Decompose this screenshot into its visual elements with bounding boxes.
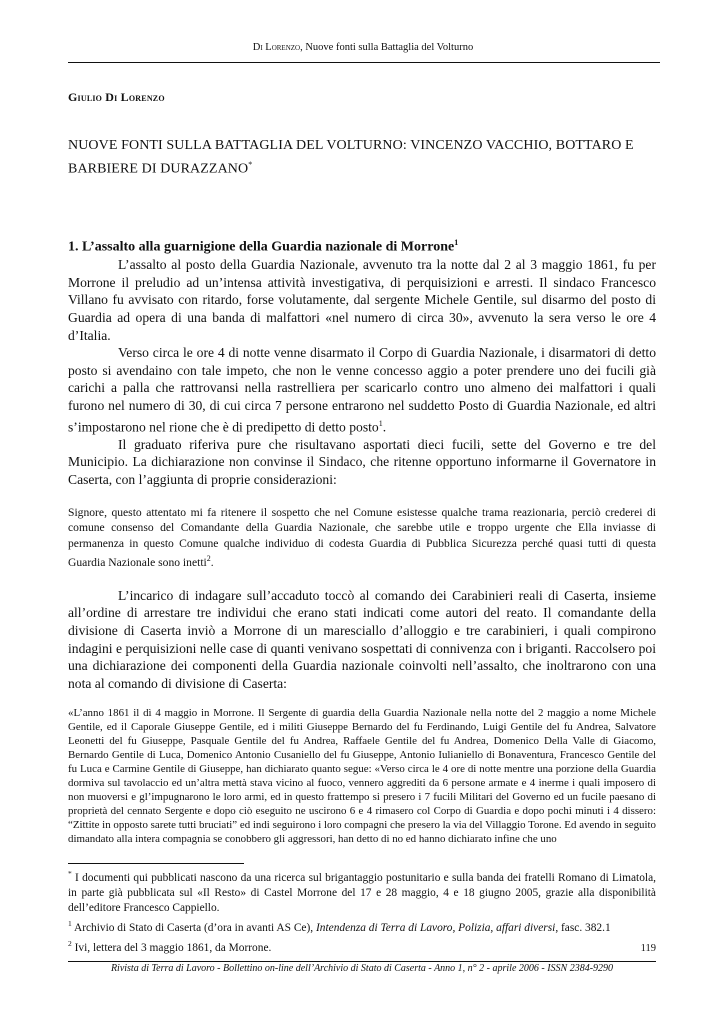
- footer-rule: [68, 961, 656, 962]
- section-heading-note: 1: [454, 238, 459, 247]
- block-quote-2-text: «L’anno 1861 il dì 4 maggio in Morrone. Il Sergente di guardia della Guardia Nazionale nella notte del 2 maggio a nome Michele Gentile, ed il Caporale Giuseppe Gentile, ed i militi Giuseppe Bernardo del fu Ferdinando, Luigi Gentile del fu Andrea, Salvatore Leonetti del fu Giuseppe, Pasquale Gentile del fu Andrea, Raffaele Gentile del fu Andrea, Domenico Della Valle di Giacomo, Bernardo Gentile di Luca, Domenico Antonio Cusaniello del fu Giuseppe, Antonio Iulianiello di Bonaventura, Francesco Gentile del fu Luca e Carmine Gentile di Giuseppe, han dichiarato quanto segue: «Verso circa le 4 ore di notte mentre una porzione della Guardia dormiva sul tavolaccio ed un’altra mettà stava vicino al fuoco, vennero aggrediti da 6 persone armate e 4 inerme i quali imposero di non muoversi e gl’impugnarono le loro armi, ed in questo frattempo si presero i 7 fucili Militari del Governo ed un fucile paesano di proprietà del cennato Sergente e dopo ciò eseguito ne uscirono 6 e 4 rimasero col Corpo di Guardia e dopo pochi minuti i 4 dissero: “Zittite in opposto sarete tutti bruciati” ed indi seguirono i loro compagni che presero la via del Villaggio Torone. Ed avendo in seguito dimandato alla intera compagnia se conobbero gli aggressori, han detto di no ed hanno dichiarato infine che uno: [68, 707, 656, 846]
- footnote-star-mark: *: [68, 869, 72, 878]
- page-number: 119: [640, 943, 656, 954]
- footnote-2: [68, 936, 656, 956]
- footnote-star-text: I documenti qui pubblicati nascono da una ricerca sul brigantaggio postunitario e sulla banda dei fratelli Romano di Limatola, in parte già pubblicata sul «Il Resto» di Castel Morrone del 17 e 28 maggio, 4 e 18 giugno 2005, grazie alla disponibilità dell’editore Francesco Cappiello.: [68, 871, 656, 914]
- footnote-1-italic: Intendenza di Terra di Lavoro, Polizia, affari diversi: [315, 921, 556, 934]
- footnote-star: [68, 866, 656, 916]
- header-rule: [68, 62, 660, 63]
- article-title: [68, 136, 660, 179]
- footnote-1-mark: 1: [68, 918, 72, 928]
- author-name: Giulio Di Lorenzo: [68, 90, 165, 104]
- block-quote-1-end: .: [210, 556, 214, 570]
- block-quote-1: [68, 505, 656, 571]
- paragraph-2: [68, 344, 656, 436]
- block-quote-1-body: Signore, questo attentato mi fa ritenere il sospetto che nel Comune esistesse qualche trama reazionaria, perciò crederei di comune consenso del Comandante della Guardia Nazionale, che sarebbe utile e troppo urgente che Ella inviasse di permanenza in questo Comune qualche individuo di codesta Guardia di Pubblica Sicurezza perché quasi tutti di questa Guardia Nazionale sono inetti: [68, 505, 656, 570]
- paragraph-3: Il graduato riferiva pure che risultavano asportati dieci fucili, sette del Governo e tre del Municipio. La dichiarazione non convinse il Sindaco, che ritenne opportuno informarne il Governatore in Caserta, con l’aggiunta di proprie considerazioni:: [68, 436, 656, 487]
- footnotes: [68, 866, 656, 955]
- footnote-2-mark: 2: [68, 938, 72, 948]
- block-quote-2: [68, 706, 656, 846]
- paragraph-2-end: .: [382, 419, 387, 435]
- footnote-1-end: , fasc. 382.1: [555, 921, 611, 934]
- paragraph-2-note: 1: [378, 418, 383, 428]
- title-footnote-mark: *: [248, 160, 253, 169]
- running-head-title: , Nuove fonti sulla Battaglia del Volturno: [300, 42, 474, 53]
- running-head-author: Di Lorenzo: [252, 42, 301, 53]
- running-head: [68, 42, 658, 53]
- block-quote-1-note: 2: [206, 554, 211, 564]
- paragraph-2-text: Verso circa le ore 4 di notte venne disarmato il Corpo di Guardia Nazionale, i disarmatori di detto posto si avendaino con tale impeto, che non le venne concesso aggio a poter prendere uno dei fucili già carichi a palla che rattrovansi nella rastrelliera per scaricarlo contro uno almeno dei malfattori i quali furono nel numero di 30, di cui circa 7 persone entrarono nel suddetto Posto di Guardia Nazionale, ed altri s’impostarono nel rione che è di predipetto di detto posto: [68, 345, 656, 435]
- footnote-1: [68, 916, 656, 936]
- paragraph-1: L’assalto al posto della Guardia Nazionale, avvenuto tra la notte dal 2 al 3 maggio 1861, fu per Morrone il preludio ad un’intensa attività investigativa, di perquisizioni e arresti. Il sindaco Francesco Villano fu avvisato con ritardo, forse volutamente, dal sergente Michele Gentile, sul disarmo del posto di Guardia ad opera di una banda di malfattori «nel numero di circa 30», avvenuto la sera verso le ore 4 d’Italia.: [68, 257, 656, 343]
- article-body: [68, 234, 656, 846]
- footnote-1-text: Archivio di Stato di Caserta (d’ora in avanti AS Ce),: [71, 921, 316, 934]
- section-heading-text: 1. L’assalto alla guarnigione della Guardia nazionale di Morrone: [68, 239, 455, 255]
- paragraph-4: L’incarico di indagare sull’accaduto toccò al comando dei Carabinieri reali di Caserta, insieme all’ordine di arrestare tre individui che erano stati indicati come autori del reato. Il comandante della divisione di Caserta inviò a Morrone di un maresciallo d’alloggio e tre carabinieri, i quali compirono indagini e perquisizioni nelle case di quanti venivano sospettati di connivenza con i briganti. Raccolsero poi una dichiarazione dei componenti della Guardia nazionale coinvolti nell’assalto, che inoltrarono con una nota al comando di divisione di Caserta:: [68, 587, 656, 691]
- footnote-rule: [68, 863, 244, 864]
- journal-footer: Rivista di Terra di Lavoro - Bollettino on-line dell’Archivio di Stato di Caserta - Anno 1, n° 2 - aprile 2006 - ISSN 2384-9290: [110, 963, 614, 974]
- section-heading: [68, 234, 656, 256]
- block-quote-1-text: [68, 505, 656, 571]
- footnote-2-text: Ivi, lettera del 3 maggio 1861, da Morrone.: [71, 941, 272, 954]
- article-title-text: NUOVE FONTI SULLA BATTAGLIA DEL VOLTURNO: VINCENZO VACCHIO, BOTTARO E BARBIERE DI DURAZZANO: [68, 138, 634, 177]
